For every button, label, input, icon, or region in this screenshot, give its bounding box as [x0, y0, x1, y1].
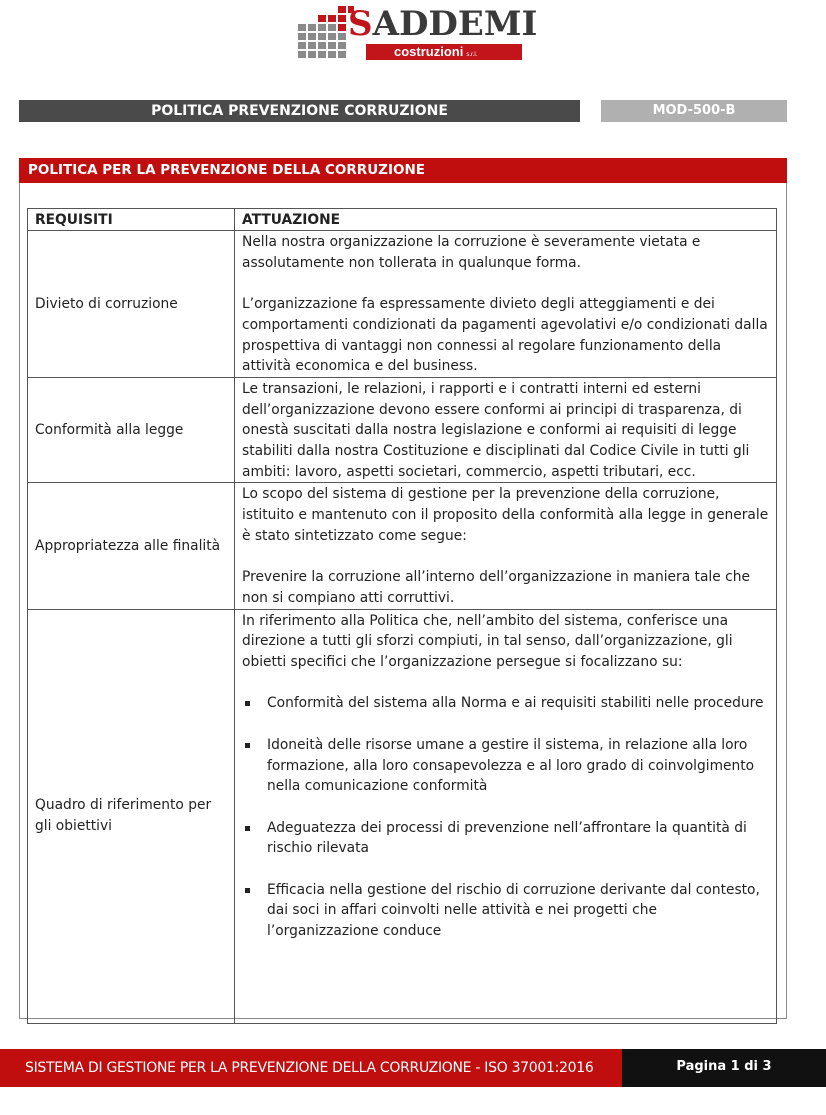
paragraph: Le transazioni, le relazioni, i rapporti e i contratti interni ed esterni dell’organizzazione devono essere conformi ai principi di trasparenza, di onestà suscitati dalla nostra legislazione e conformi ai requisiti di legge stabiliti dalla nostra Costituzione e disciplinati dal Codice Civile in tutti gli ambiti: lavoro, aspetti societari, commercio, aspetti tributari, ecc.: [242, 380, 750, 480]
paragraph: Lo scopo del sistema di gestione per la prevenzione della corruzione, istituito e mantenuto con il proposito della conformità alla legge in generale è stato sintetizzato come segue:: [242, 486, 769, 544]
paragraph: Prevenire la corruzione all’interno dell’organizzazione in maniera tale che non si compiano atti corruttivi.: [242, 569, 750, 606]
document-title: POLITICA PREVENZIONE CORRUZIONE: [19, 100, 580, 122]
logo-name: SADDEMI: [348, 4, 538, 44]
table-row: [28, 377, 777, 483]
requirement-label: Divieto di corruzione: [28, 231, 235, 378]
column-header-attuazione: ATTUAZIONE: [235, 209, 777, 231]
requirement-label: Quadro di riferimento per gli obiettivi: [28, 609, 235, 1023]
list-item: Idoneità delle risorse umane a gestire il sistema, in relazione alla loro formazione, alla loro consapevolezza e al loro grado di coinvolgimento nella comunicazione conformità: [242, 735, 770, 797]
section-title: POLITICA PER LA PREVENZIONE DELLA CORRUZIONE: [19, 158, 787, 183]
requirement-label: Conformità alla legge: [28, 377, 235, 483]
paragraph: In riferimento alla Politica che, nell’ambito del sistema, conferisce una direzione a tutti gli sforzi compiuti, in tal senso, dall’organizzazione, gli obietti specifici che l’organizzazione persegue si focalizzano su:: [242, 612, 733, 671]
table-row: [28, 609, 777, 1023]
requirement-content: [235, 377, 777, 483]
requirement-label: Appropriatezza alle finalità: [28, 483, 235, 609]
list-item: Efficacia nella gestione del rischio di corruzione derivante dal contesto, dai soci in affari coinvolti nelle attività e nei progetti che l’organizzazione conduce: [242, 880, 770, 942]
table-row: [28, 483, 777, 609]
list-item: Conformità del sistema alla Norma e ai requisiti stabiliti nelle procedure: [242, 693, 770, 714]
document-code: MOD-500-B: [601, 100, 787, 122]
requirement-content: [235, 483, 777, 609]
objectives-list: [242, 693, 770, 941]
page-number: Pagina 1 di 3: [622, 1049, 826, 1087]
paragraph: L’organizzazione fa espressamente divieto degli atteggiamenti e dei comportamenti condizionati da pagamenti agevolativi e/o condizionati dalla prospettiva di vantaggi non connessi al regolare funzionamento della attività economica e del business.: [242, 296, 768, 375]
column-header-requisiti: REQUISITI: [28, 209, 235, 231]
footer-system-name: SISTEMA DI GESTIONE PER LA PREVENZIONE DELLA CORRUZIONE - ISO 37001:2016: [0, 1049, 622, 1087]
table-row: [28, 231, 777, 378]
requirement-content: [235, 231, 777, 378]
requirement-content: [235, 609, 777, 1023]
paragraph: Nella nostra organizzazione la corruzione è severamente vietata e assolutamente non tollerata in qualunque forma.: [242, 234, 701, 271]
list-item: Adeguatezza dei processi di prevenzione nell’affrontare la quantità di rischio rilevata: [242, 818, 770, 859]
company-logo: [296, 4, 538, 62]
requirements-table: [27, 208, 777, 1024]
building-bars-icon: [296, 4, 356, 62]
table-header-row: [28, 209, 777, 231]
logo-subtitle: costruzioni s.r.l.: [366, 44, 522, 60]
